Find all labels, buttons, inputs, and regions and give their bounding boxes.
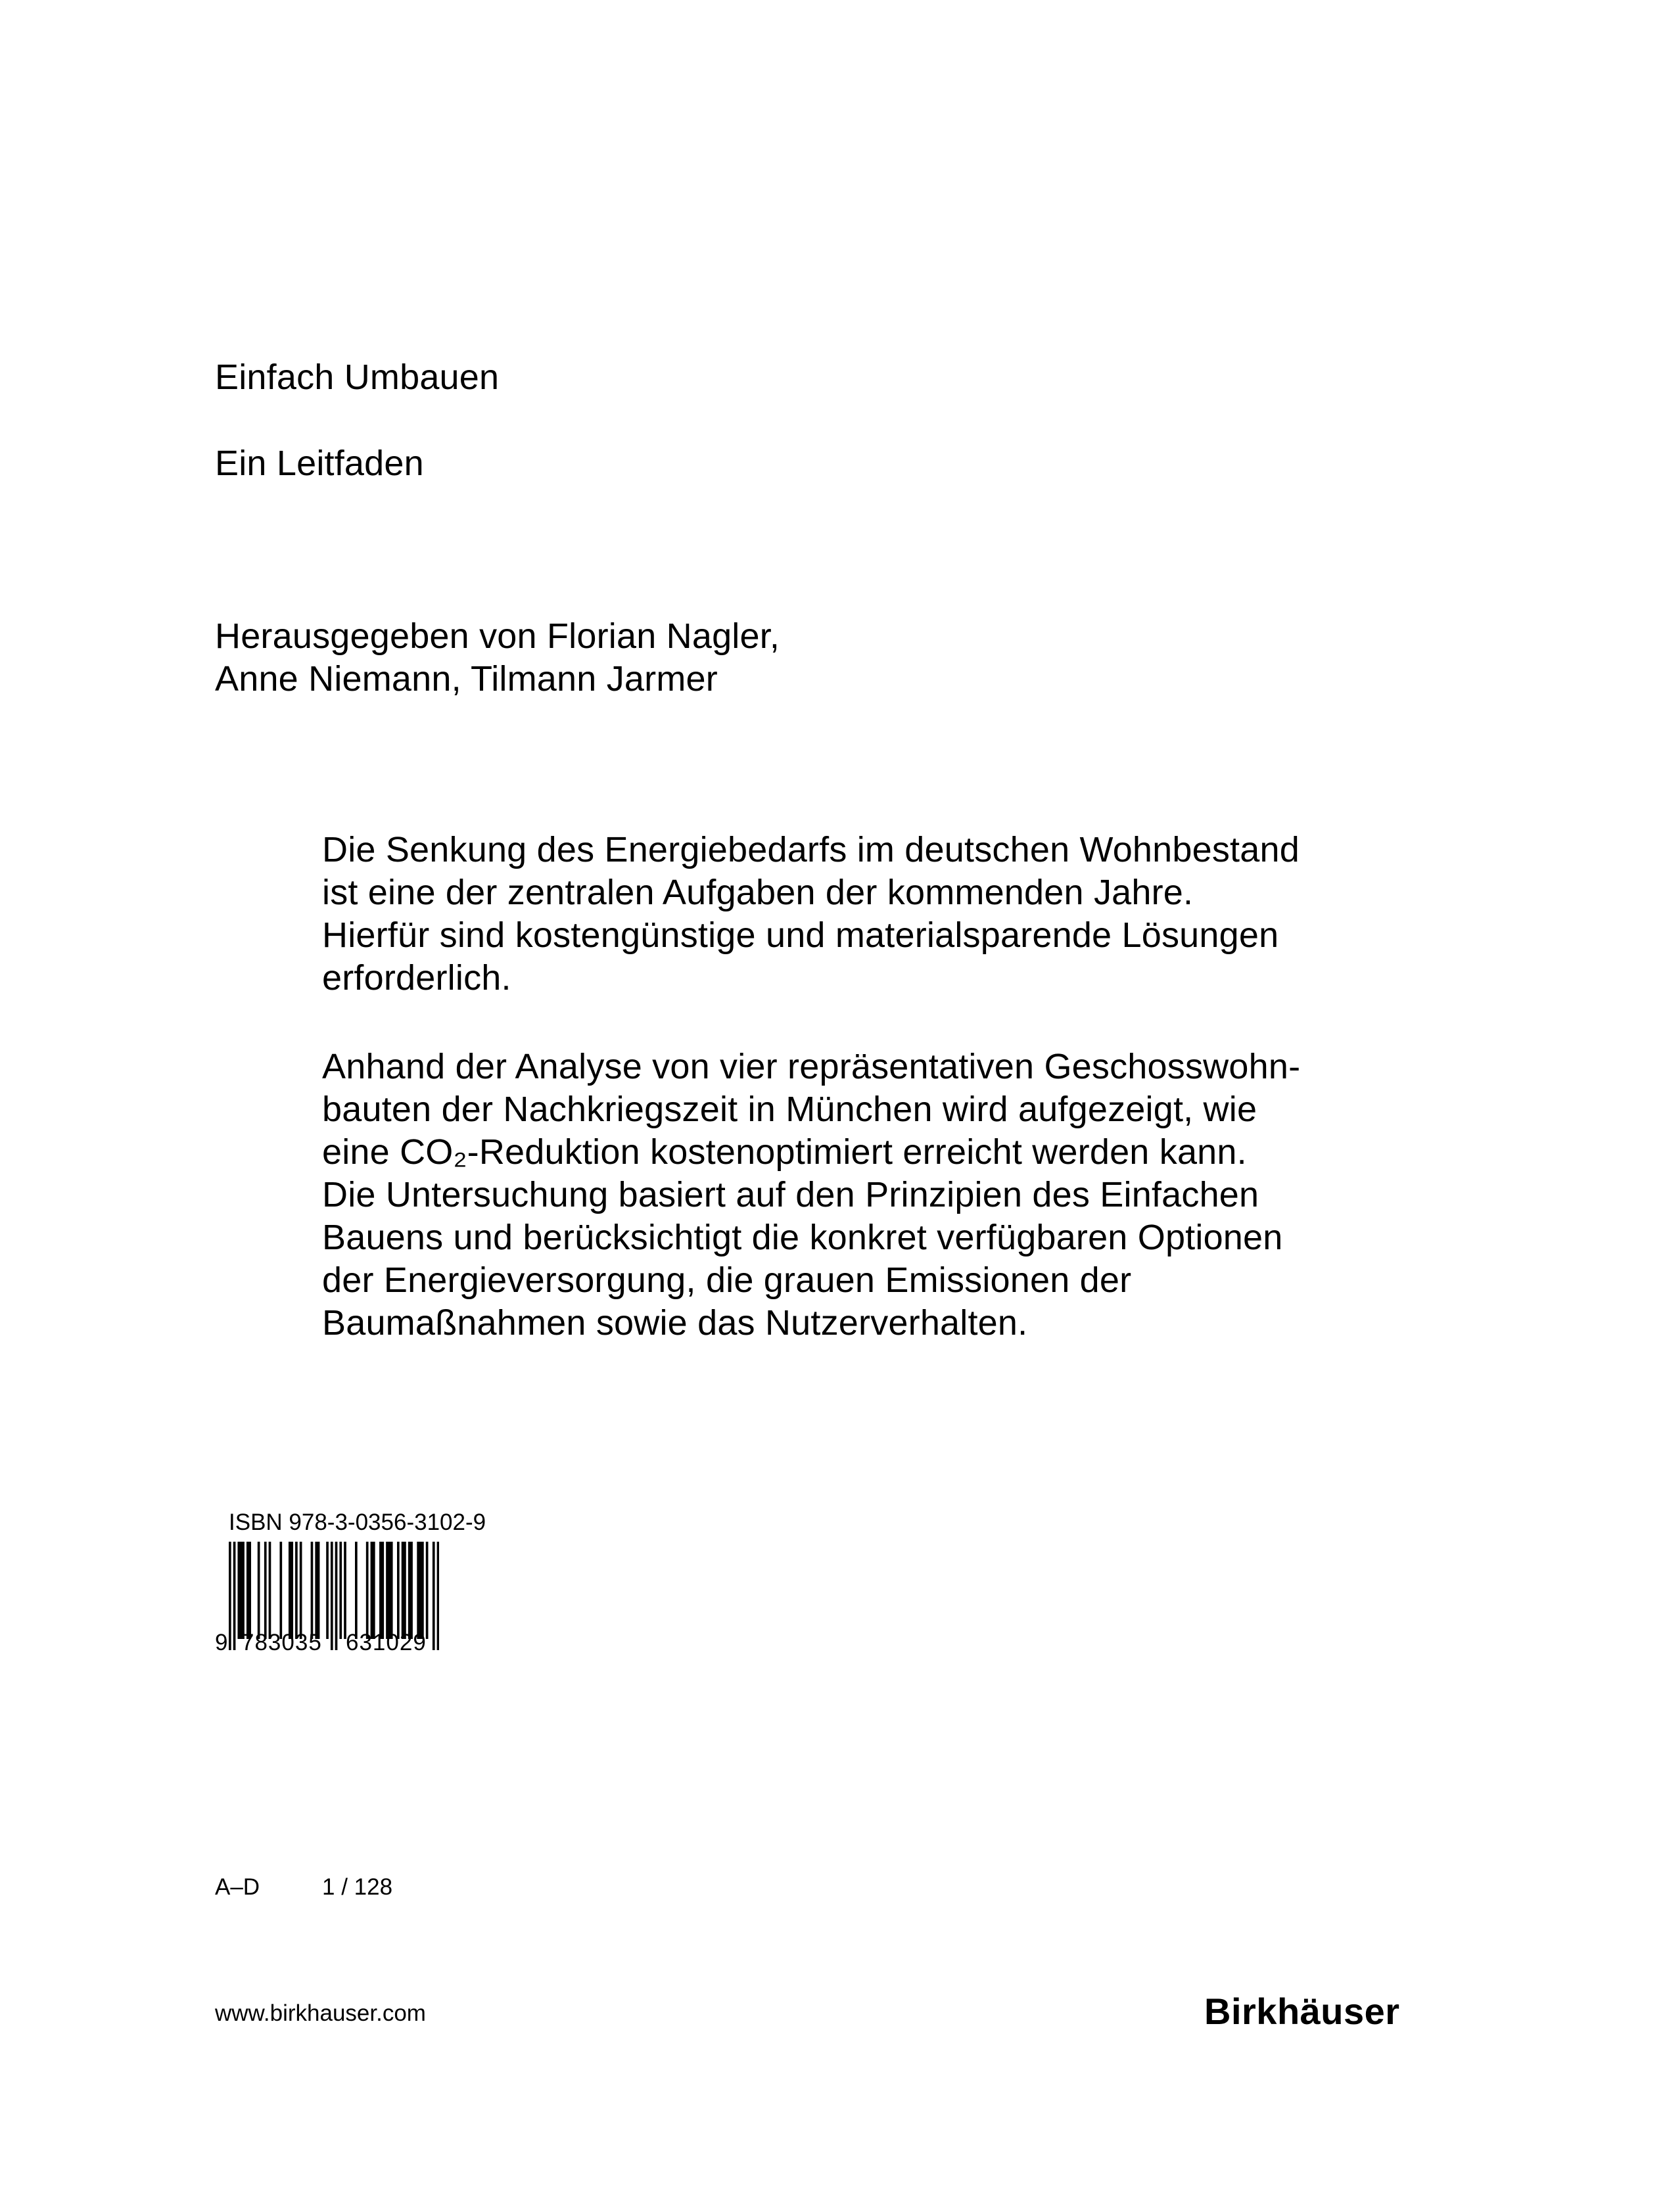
barcode-bar [295, 1542, 298, 1639]
barcode-bar [402, 1542, 404, 1639]
barcode-bar [437, 1542, 439, 1650]
barcode-bar [366, 1542, 369, 1639]
barcode-bar [421, 1542, 424, 1639]
barcode-bar [269, 1542, 271, 1639]
series-code: A–D [215, 1874, 260, 1900]
blurb-line: Bauens und berücksichtigt die konkret verfügbaren Optionen [322, 1218, 1283, 1257]
barcode-bar [264, 1542, 267, 1639]
barcode-bar [379, 1542, 382, 1639]
barcode-bar [386, 1542, 388, 1639]
barcode-bar [417, 1542, 419, 1639]
barcode-bar [397, 1542, 400, 1639]
barcode-bar [289, 1542, 291, 1639]
barcode-bar [248, 1542, 251, 1639]
blurb-line: Die Untersuchung basiert auf den Prinzipien des Einfachen [322, 1175, 1259, 1214]
barcode-bar [433, 1542, 435, 1650]
ean-left-digits: 783035 [241, 1630, 322, 1655]
blurb-line: Anhand der Analyse von vier repräsentativen Geschosswohn- [322, 1047, 1301, 1086]
blurb-line: eine CO₂-Reduktion kostenoptimiert erreicht werden kann. [322, 1132, 1247, 1172]
barcode-bar [355, 1542, 358, 1639]
barcode-bar [315, 1542, 317, 1639]
barcode-bar [279, 1542, 282, 1639]
blurb-line: der Energieversorgung, die grauen Emissionen der [322, 1260, 1132, 1300]
barcode-bar [419, 1542, 422, 1639]
barcode-bar [326, 1542, 329, 1639]
barcode-bar [317, 1542, 320, 1639]
barcode-bar [240, 1542, 243, 1639]
barcode-bar [258, 1542, 260, 1639]
barcode-bar [404, 1542, 406, 1639]
barcode-bar [388, 1542, 391, 1639]
blurb-line: Hierfür sind kostengünstige und materialsparende Lösungen [322, 915, 1279, 955]
barcode-bar [381, 1542, 384, 1639]
barcode-bar [408, 1542, 411, 1639]
book-title: Einfach Umbauen [215, 357, 500, 397]
series-number: 1 / 128 [322, 1874, 393, 1900]
barcode-bar [410, 1542, 413, 1639]
publisher-logo: Birkhäuser [1204, 1991, 1400, 2032]
blurb-line: Baumaßnahmen sowie das Nutzerverhalten. [322, 1303, 1028, 1343]
website-link[interactable]: www.birkhauser.com [215, 2000, 426, 2026]
ean-first-digit: 9 [215, 1630, 228, 1655]
blurb-paragraph-2 [322, 1046, 1300, 1345]
barcode-bar [311, 1542, 314, 1639]
blurb-line: erforderlich. [322, 958, 511, 998]
blurb-line: Die Senkung des Energiebedarfs im deutschen Wohnbestand [322, 830, 1300, 869]
barcode-bar [242, 1542, 245, 1639]
isbn-label: ISBN 978-3-0356-3102-9 [229, 1509, 486, 1535]
barcode-bar [237, 1542, 240, 1639]
barcode-bar [373, 1542, 375, 1639]
barcode-bar [390, 1542, 393, 1639]
editors-line: Anne Niemann, Tilmann Jarmer [215, 659, 718, 699]
ean-right-digits: 631029 [346, 1630, 427, 1655]
barcode-digits [215, 1628, 427, 1657]
barcode-bar [344, 1542, 346, 1639]
barcode-bar [246, 1542, 249, 1639]
barcode-bar [371, 1542, 373, 1639]
blurb-paragraph-1 [322, 829, 1300, 1000]
barcode-bar [291, 1542, 293, 1639]
blurb-line: bauten der Nachkriegszeit in München wird aufgezeigt, wie [322, 1090, 1257, 1129]
barcode-bar [300, 1542, 302, 1639]
barcode-bar [339, 1542, 342, 1639]
barcode-bar [426, 1542, 429, 1639]
book-subtitle: Ein Leitfaden [215, 444, 424, 483]
editors-line: Herausgegeben von Florian Nagler, [215, 616, 780, 656]
blurb-line: ist eine der zentralen Aufgaben der kommenden Jahre. [322, 873, 1194, 912]
editors [215, 615, 780, 701]
